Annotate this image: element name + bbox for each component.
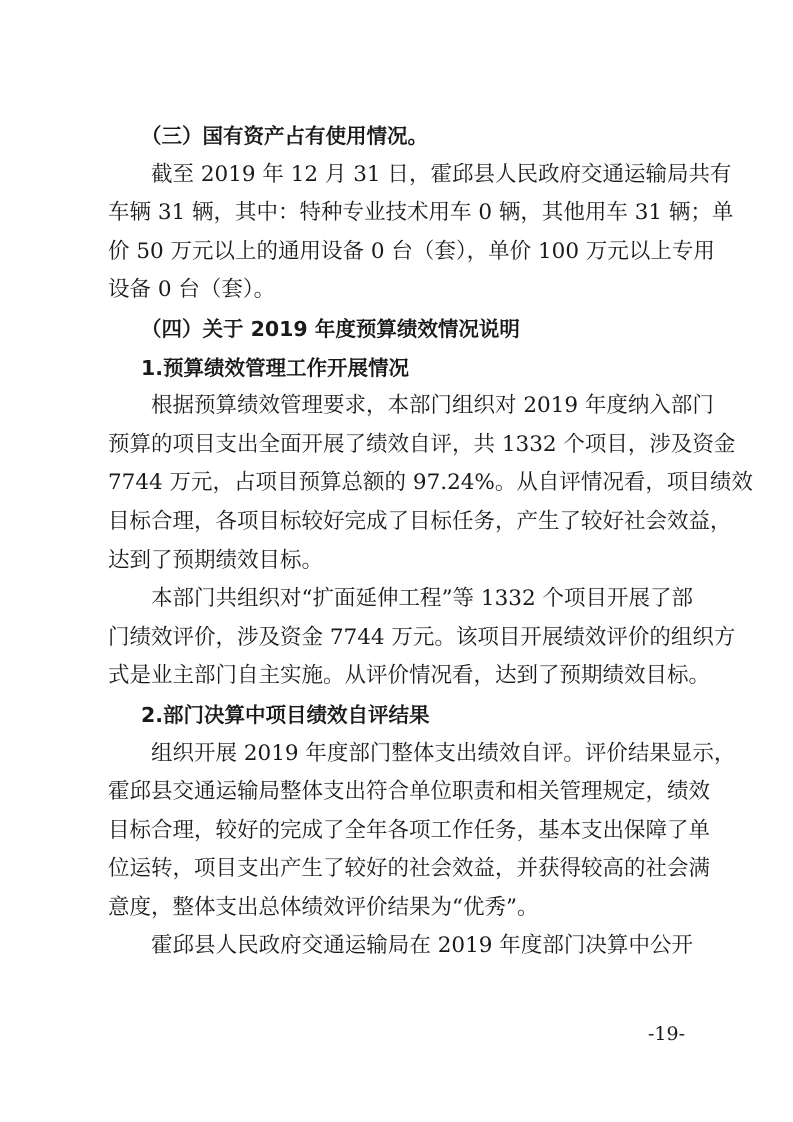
- paragraph-line: 车辆 31 辆，其中：特种专业技术用车 0 辆，其他用车 31 辆；单: [108, 200, 734, 226]
- paragraph-line: 预算的项目支出全面开展了绩效自评，共 1332 个项目，涉及资金: [108, 431, 736, 457]
- paragraph-results: [108, 735, 736, 928]
- paragraph-line: 位运转，项目支出产生了较好的社会效益，并获得较高的社会满: [108, 856, 711, 882]
- subsection-heading-results: 2.部门决算中项目绩效自评结果: [141, 702, 430, 727]
- document-page: [108, 117, 753, 966]
- paragraph-line: 目标合理，较好的完成了全年各项工作任务，基本支出保障了单: [108, 817, 711, 843]
- paragraph-line: 达到了预期绩效目标。: [108, 547, 324, 573]
- paragraph-line: 门绩效评价，涉及资金 7744 万元。该项目开展绩效评价的组织方: [108, 624, 736, 650]
- paragraph-line: 截至 2019 年 12 月 31 日，霍邱县人民政府交通运输局共有: [151, 161, 732, 187]
- paragraph-line: 霍邱县交通运输局整体支出符合单位职责和相关管理规定，绩效: [108, 779, 711, 805]
- paragraph-line: 7744 万元，占项目预算总额的 97.24%。从自评情况看，项目绩效: [108, 470, 753, 496]
- paragraph-line: 意度，整体支出总体绩效评价结果为“优秀”。: [108, 894, 539, 920]
- paragraph-line: 设备 0 台（套）。: [108, 277, 276, 303]
- paragraph-disclosure: [108, 927, 693, 966]
- paragraph-line: 目标合理，各项目标较好完成了目标任务，产生了较好社会效益，: [108, 508, 732, 534]
- paragraph-evaluation: [108, 580, 736, 696]
- page-number: -19-: [648, 1023, 686, 1045]
- paragraph-line: 本部门共组织对“扩面延伸工程”等 1332 个项目开展了部: [151, 586, 693, 612]
- paragraph-line: 价 50 万元以上的通用设备 0 台（套），单价 100 万元以上专用: [108, 238, 715, 264]
- section-heading-performance: （四）关于 2019 年度预算绩效情况说明: [141, 316, 520, 341]
- paragraph-line: 组织开展 2019 年度部门整体支出绩效自评。评价结果显示，: [151, 740, 736, 766]
- paragraph-line: 霍邱县人民政府交通运输局在 2019 年度部门决算中公开: [151, 933, 693, 959]
- section-heading-assets: （三）国有资产占有使用情况。: [141, 124, 428, 148]
- paragraph-assets: [108, 156, 734, 310]
- paragraph-self-evaluation: [108, 387, 753, 580]
- paragraph-line: 式是业主部门自主实施。从评价情况看，达到了预期绩效目标。: [108, 663, 711, 689]
- subsection-heading-management: 1.预算绩效管理工作开展情况: [141, 355, 410, 380]
- paragraph-line: 根据预算绩效管理要求，本部门组织对 2019 年度纳入部门: [151, 393, 714, 419]
